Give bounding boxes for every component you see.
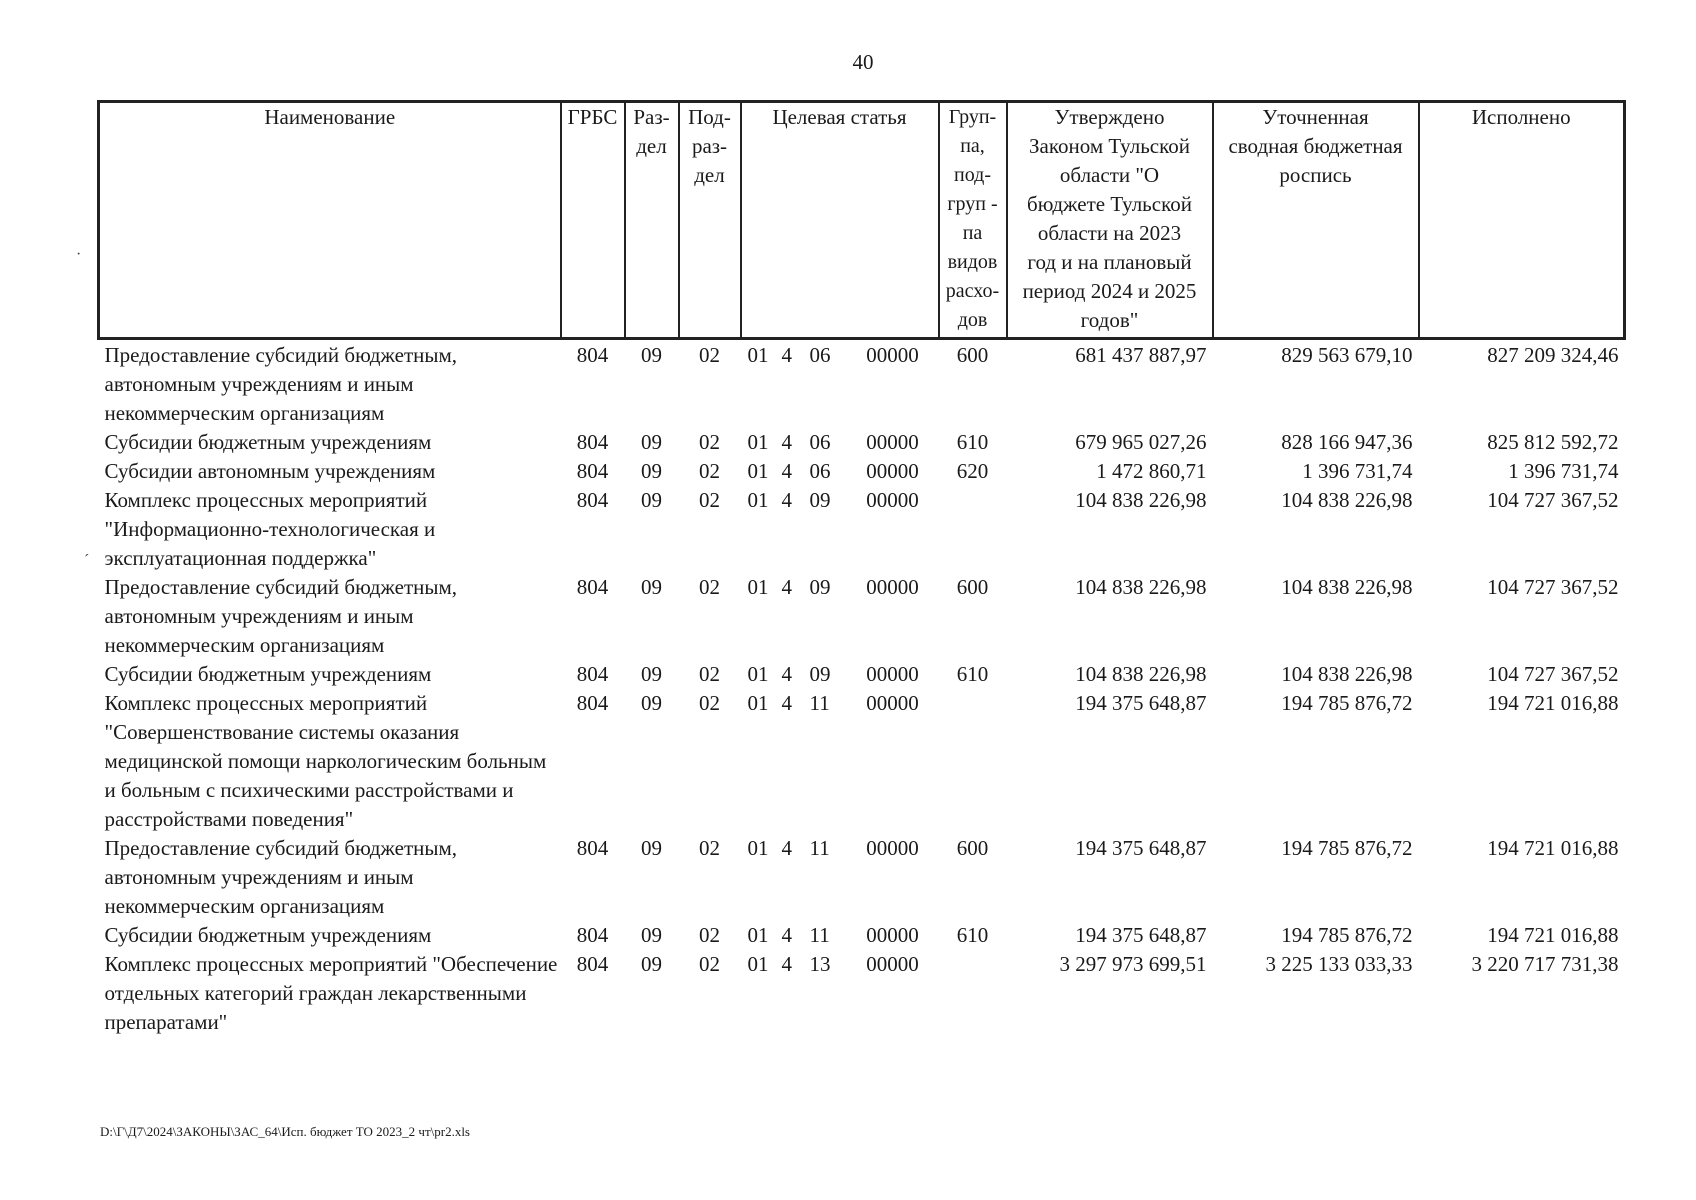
table-row: [99, 339, 1625, 429]
scan-mark: ˊ: [84, 552, 90, 569]
cs-part: 00000: [866, 459, 919, 483]
cs-part: 4: [781, 952, 792, 976]
row-grbs: 804: [576, 691, 609, 715]
row-ispolneno: 3 220 717 731,38: [1471, 952, 1619, 976]
row-grbs: 804: [576, 952, 609, 976]
row-utochnennaya: 3 225 133 033,33: [1265, 952, 1413, 976]
row-gruppa: [939, 689, 1007, 834]
row-razdel: 09: [641, 836, 662, 860]
row-utochnennaya: 829 563 679,10: [1281, 343, 1413, 367]
cs-part: 11: [809, 923, 830, 947]
row-celevaya: [741, 428, 939, 457]
cs-part: 00000: [866, 691, 919, 715]
row-name: Субсидии автономным учреждениям: [104, 459, 436, 483]
cs-part: 4: [781, 488, 792, 512]
row-podrazdel: 02: [699, 575, 720, 599]
table-row: [99, 573, 1625, 660]
header-utverzhdeno: Утверждено Законом Тульской области "О бюджете Тульской области на 2023 год и на плановый период 2024 и 2025 годов": [1007, 102, 1213, 339]
row-podrazdel: 02: [699, 923, 720, 947]
header-celevaya: Целевая статья: [741, 102, 939, 339]
cs-part: 01: [747, 836, 769, 860]
row-grbs: 804: [576, 575, 609, 599]
header-ispolneno: Исполнено: [1419, 102, 1625, 339]
row-celevaya: [741, 457, 939, 486]
cs-part: 01: [747, 691, 769, 715]
cs-part: 4: [781, 662, 792, 686]
row-gruppa: 610: [956, 923, 989, 947]
cs-part: 4: [781, 691, 792, 715]
row-podrazdel: 02: [699, 952, 720, 976]
row-utverzhdeno: 104 838 226,98: [1075, 488, 1207, 512]
cs-part: 00000: [866, 836, 919, 860]
row-utverzhdeno: 194 375 648,87: [1075, 691, 1207, 715]
cs-part: 4: [781, 343, 792, 367]
row-utverzhdeno: 681 437 887,97: [1075, 343, 1207, 367]
row-ispolneno: 827 209 324,46: [1487, 343, 1619, 367]
cs-part: 00000: [866, 952, 919, 976]
header-name: Наименование: [99, 102, 561, 339]
cs-part: 00000: [866, 488, 919, 512]
row-gruppa: 600: [956, 343, 989, 367]
cs-part: 01: [747, 488, 769, 512]
row-utverzhdeno: 679 965 027,26: [1075, 430, 1207, 454]
row-name: Комплекс процессных мероприятий "Обеспечение отдельных категорий граждан лекарственными препаратами": [104, 952, 558, 1034]
row-podrazdel: 02: [699, 488, 720, 512]
row-utverzhdeno: 194 375 648,87: [1075, 923, 1207, 947]
row-utochnennaya: 194 785 876,72: [1281, 836, 1413, 860]
row-ispolneno: 194 721 016,88: [1487, 836, 1619, 860]
row-razdel: 09: [641, 488, 662, 512]
row-celevaya: [741, 573, 939, 660]
row-name: Субсидии бюджетным учреждениям: [104, 430, 432, 454]
table-row: [99, 834, 1625, 921]
row-celevaya: [741, 486, 939, 573]
row-grbs: 804: [576, 836, 609, 860]
cs-part: 4: [781, 459, 792, 483]
row-podrazdel: 02: [699, 836, 720, 860]
table-row: [99, 921, 1625, 950]
footer-file-path: D:\Г\Д7\2024\ЗАКОНЫ\ЗАС_64\Исп. бюджет ТО 2023_2 чт\pr2.xls: [100, 1124, 470, 1139]
row-ispolneno: 1 396 731,74: [1508, 459, 1619, 483]
row-gruppa: [939, 486, 1007, 573]
row-utochnennaya: 104 838 226,98: [1281, 488, 1413, 512]
header-grbs: ГРБС: [561, 102, 625, 339]
cs-part: 00000: [866, 343, 919, 367]
row-razdel: 09: [641, 662, 662, 686]
row-razdel: 09: [641, 575, 662, 599]
row-gruppa: 620: [956, 459, 989, 483]
cs-part: 06: [809, 343, 831, 367]
row-gruppa: 610: [956, 430, 989, 454]
row-utverzhdeno: 104 838 226,98: [1075, 662, 1207, 686]
cs-part: 00000: [866, 430, 919, 454]
row-razdel: 09: [641, 430, 662, 454]
cs-part: 4: [781, 923, 792, 947]
cs-part: 11: [809, 691, 830, 715]
row-ispolneno: 104 727 367,52: [1487, 488, 1619, 512]
row-grbs: 804: [576, 923, 609, 947]
row-podrazdel: 02: [699, 459, 720, 483]
cs-part: 00000: [866, 662, 919, 686]
row-utochnennaya: 104 838 226,98: [1281, 575, 1413, 599]
cs-part: 09: [809, 575, 831, 599]
row-podrazdel: 02: [699, 343, 720, 367]
row-gruppa: 600: [956, 836, 989, 860]
cs-part: 06: [809, 430, 831, 454]
row-name: Предоставление субсидий бюджетным, автономным учреждениям и иным некоммерческим организациям: [104, 343, 458, 425]
row-utochnennaya: 828 166 947,36: [1281, 430, 1413, 454]
row-razdel: 09: [641, 343, 662, 367]
cs-part: 00000: [866, 923, 919, 947]
row-ispolneno: 104 727 367,52: [1487, 662, 1619, 686]
row-utochnennaya: 194 785 876,72: [1281, 691, 1413, 715]
scan-mark: ·: [76, 246, 82, 263]
cs-part: 4: [781, 836, 792, 860]
row-grbs: 804: [576, 488, 609, 512]
row-utverzhdeno: 1 472 860,71: [1096, 459, 1207, 483]
cs-part: 06: [809, 459, 831, 483]
cs-part: 01: [747, 575, 769, 599]
row-gruppa: 600: [956, 575, 989, 599]
row-razdel: 09: [641, 691, 662, 715]
row-utochnennaya: 104 838 226,98: [1281, 662, 1413, 686]
table-row: [99, 689, 1625, 834]
row-gruppa: [939, 950, 1007, 1037]
header-utochnennaya: Уточненная сводная бюджетная роспись: [1213, 102, 1419, 339]
row-celevaya: [741, 834, 939, 921]
cs-part: 01: [747, 952, 769, 976]
row-utverzhdeno: 3 297 973 699,51: [1059, 952, 1207, 976]
header-podrazdel: Под- раз- дел: [679, 102, 741, 339]
header-razdel: Раз- дел: [625, 102, 679, 339]
row-utochnennaya: 194 785 876,72: [1281, 923, 1413, 947]
cs-part: 01: [747, 459, 769, 483]
cs-part: 01: [747, 923, 769, 947]
header-gruppa: Груп- па, под- груп - па видов расхо- дов: [939, 102, 1007, 339]
row-podrazdel: 02: [699, 691, 720, 715]
row-utverzhdeno: 194 375 648,87: [1075, 836, 1207, 860]
table-row: [99, 950, 1625, 1037]
row-utochnennaya: 1 396 731,74: [1302, 459, 1413, 483]
row-podrazdel: 02: [699, 430, 720, 454]
row-celevaya: [741, 660, 939, 689]
budget-table: [97, 100, 1626, 1037]
cs-part: 4: [781, 575, 792, 599]
table-row: [99, 660, 1625, 689]
cs-part: 09: [809, 488, 831, 512]
cs-part: 01: [747, 662, 769, 686]
cs-part: 4: [781, 430, 792, 454]
row-ispolneno: 194 721 016,88: [1487, 691, 1619, 715]
cs-part: 11: [809, 836, 830, 860]
row-celevaya: [741, 339, 939, 429]
row-grbs: 804: [576, 343, 609, 367]
row-utverzhdeno: 104 838 226,98: [1075, 575, 1207, 599]
row-celevaya: [741, 921, 939, 950]
row-name: Комплекс процессных мероприятий "Совершенствование системы оказания медицинской помощи наркологическим больным и больным с психическими расстройствами и расстройствами поведения": [104, 691, 547, 831]
table-row: [99, 428, 1625, 457]
row-razdel: 09: [641, 923, 662, 947]
row-grbs: 804: [576, 662, 609, 686]
row-name: Субсидии бюджетным учреждениям: [104, 923, 432, 947]
row-ispolneno: 104 727 367,52: [1487, 575, 1619, 599]
row-grbs: 804: [576, 430, 609, 454]
row-name: Субсидии бюджетным учреждениям: [104, 662, 432, 686]
page-number: 40: [852, 50, 874, 74]
row-razdel: 09: [641, 952, 662, 976]
row-celevaya: [741, 689, 939, 834]
row-ispolneno: 194 721 016,88: [1487, 923, 1619, 947]
row-celevaya: [741, 950, 939, 1037]
row-gruppa: 610: [956, 662, 989, 686]
row-grbs: 804: [576, 459, 609, 483]
row-name: Предоставление субсидий бюджетным, автономным учреждениям и иным некоммерческим организациям: [104, 575, 458, 657]
cs-part: 01: [747, 343, 769, 367]
row-name: Предоставление субсидий бюджетным, автономным учреждениям и иным некоммерческим организациям: [104, 836, 458, 918]
table-row: [99, 457, 1625, 486]
cs-part: 13: [809, 952, 831, 976]
table-row: [99, 486, 1625, 573]
cs-part: 09: [809, 662, 831, 686]
row-name: Комплекс процессных мероприятий "Информационно-технологическая и эксплуатационная поддержка": [104, 488, 436, 570]
row-razdel: 09: [641, 459, 662, 483]
cs-part: 01: [747, 430, 769, 454]
header-row: [99, 102, 1625, 339]
cs-part: 00000: [866, 575, 919, 599]
row-podrazdel: 02: [699, 662, 720, 686]
row-ispolneno: 825 812 592,72: [1487, 430, 1619, 454]
